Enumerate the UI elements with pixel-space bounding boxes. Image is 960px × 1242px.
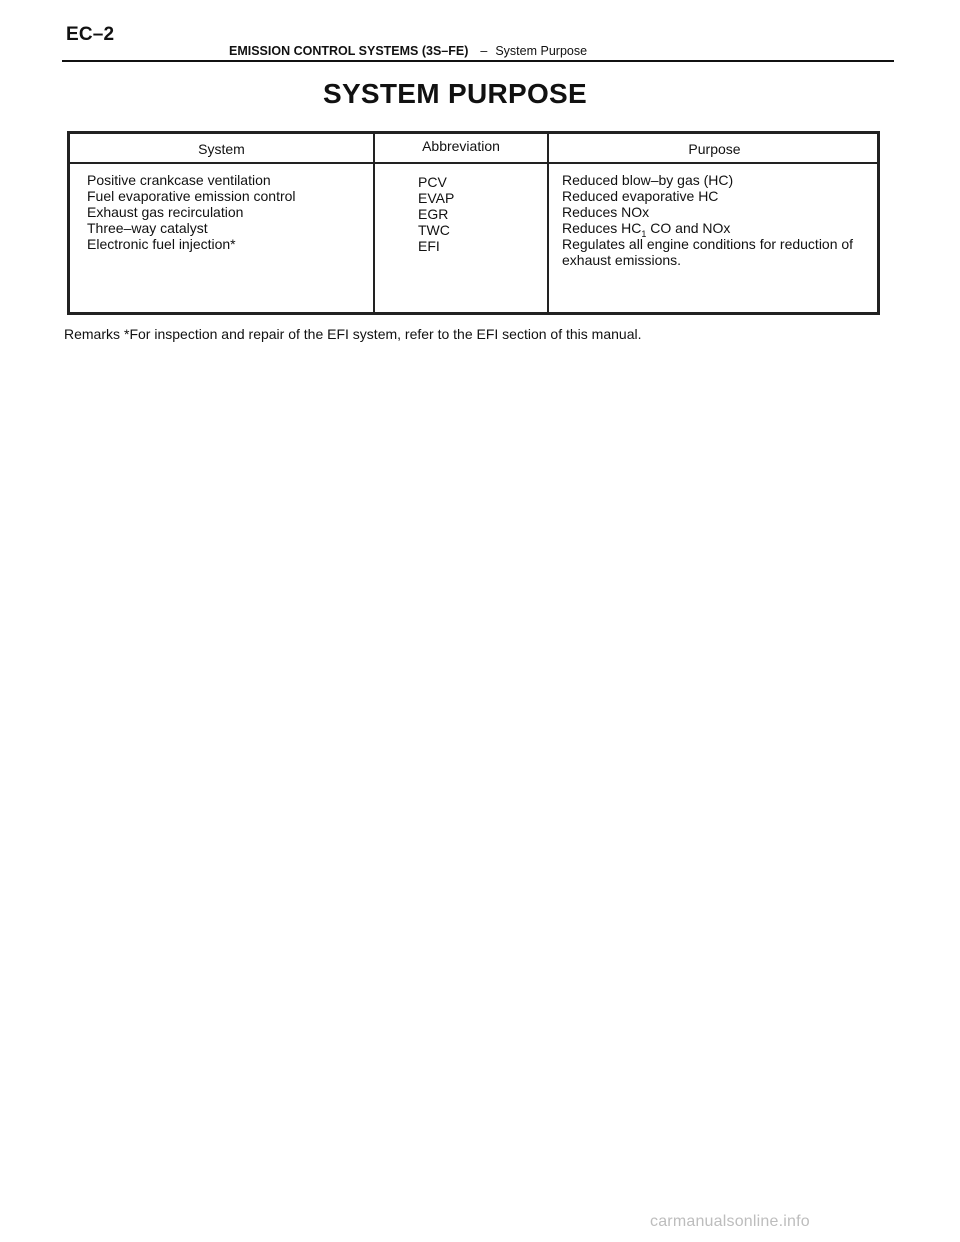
purpose-twc-prefix: Reduces HC: [562, 220, 642, 236]
abbreviation-cell: EFI: [418, 238, 440, 254]
running-header: [229, 44, 587, 58]
column-header-system: System: [198, 141, 245, 157]
system-list: [87, 172, 296, 252]
column-header-purpose: Purpose: [688, 141, 741, 157]
column-header-abbreviation: Abbreviation: [422, 138, 500, 154]
purpose-cell: Reduced evaporative HC: [562, 188, 719, 204]
purpose-cell: Reduced blow–by gas (HC): [562, 172, 734, 188]
abbreviation-cell: EGR: [418, 206, 449, 222]
purpose-cell: Regulates all engine conditions for reduction of exhaust emissions.: [562, 236, 854, 268]
purpose-twc-suffix: CO and NOx: [646, 220, 731, 236]
topic-title: System Purpose: [495, 44, 588, 58]
abbreviation-cell: PCV: [418, 174, 447, 190]
table-header-row: [70, 134, 877, 164]
system-cell: Electronic fuel injection*: [87, 236, 236, 252]
abbreviation-list: [418, 174, 454, 254]
header-separator: –: [480, 44, 488, 58]
purpose-cell: [562, 220, 867, 239]
system-cell: Exhaust gas recirculation: [87, 204, 244, 220]
remarks-note: [64, 326, 641, 342]
purpose-cell: Reduces NOx: [562, 204, 650, 220]
system-purpose-table: [67, 131, 880, 315]
section-title: EMISSION CONTROL SYSTEMS (3S–FE): [229, 44, 469, 58]
header-rule: [62, 60, 894, 62]
purpose-list: [562, 172, 867, 268]
watermark: carmanualsonline.info: [650, 1213, 810, 1230]
page-title: SYSTEM PURPOSE: [322, 78, 588, 109]
page-id: EC–2: [66, 24, 115, 45]
system-cell: Three–way catalyst: [87, 220, 208, 236]
system-cell: Fuel evaporative emission control: [87, 188, 296, 204]
abbreviation-cell: EVAP: [418, 190, 455, 206]
remarks-label: Remarks: [64, 326, 121, 342]
system-cell: Positive crankcase ventilation: [87, 172, 271, 188]
abbreviation-cell: TWC: [418, 222, 450, 238]
remarks-text: *For inspection and repair of the EFI system, refer to the EFI section of this manual.: [124, 326, 642, 342]
purpose-twc-subscript: 1: [641, 228, 647, 239]
